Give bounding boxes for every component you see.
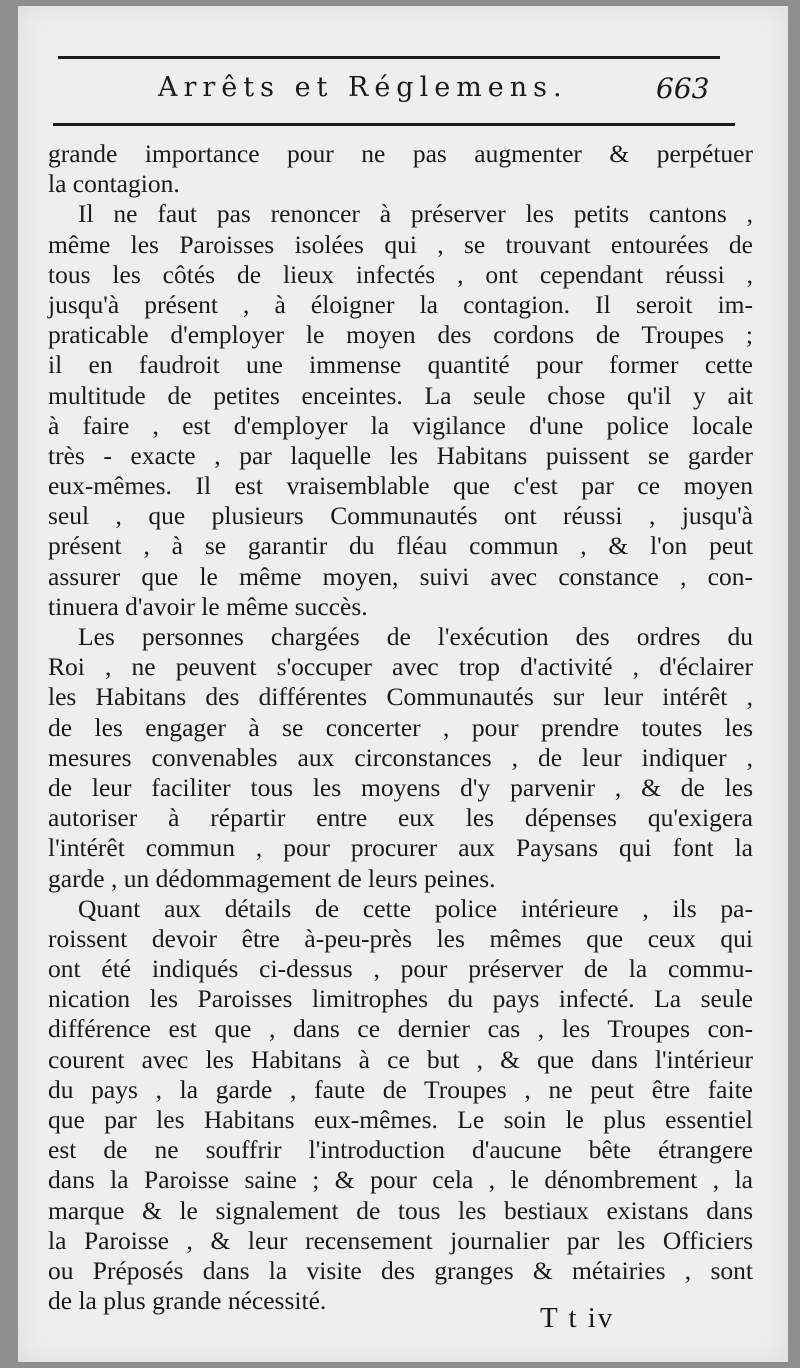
text-line: tous les côtés de lieux infectés , ont cependant réussi , [48, 259, 753, 289]
text-line: l'intérêt commun , pour procurer aux Paysans qui font la [48, 833, 753, 863]
text-line: à faire , est d'employer la vigilance d'une police locale [48, 410, 753, 440]
text-line: seul , que plusieurs Communautés ont réussi , jusqu'à [48, 501, 753, 531]
paragraph [48, 622, 753, 894]
paragraph [48, 894, 753, 1317]
page-number: 663 [656, 72, 710, 105]
text-line: grande importance pour ne pas augmenter & perpétuer [48, 139, 753, 168]
text-line: marque & le signalement de tous les bestiaux existans dans [48, 1195, 753, 1225]
text-line: tinuera d'avoir le même succès. [48, 591, 368, 621]
header-rule-top [58, 56, 720, 59]
text-line: même les Paroisses isolées qui , se trouvant entourées de [48, 229, 753, 259]
text-line: mesures convenables aux circonstances , de leur indiquer , [48, 742, 753, 772]
running-title: Arrêts et Réglemens. [158, 72, 568, 103]
text-line: est de ne souffrir l'introduction d'aucune bête étrangere [48, 1135, 753, 1165]
text-line: jusqu'à présent , à éloigner la contagion. Il seroit im- [48, 289, 753, 319]
text-line: Quant aux détails de cette police intérieure , ils pa- [78, 893, 753, 923]
text-line: ont été indiqués ci-dessus , pour préserver de la commu- [48, 954, 753, 984]
text-line: Les personnes chargées de l'exécution des ordres du [78, 622, 753, 651]
text-line: la Paroisse , & leur recensement journalier par les Officiers [48, 1225, 753, 1255]
text-line: multitude de petites enceintes. La seule chose qu'il y ait [48, 380, 753, 410]
text-line: assurer que le même moyen, suivi avec constance , con- [48, 561, 753, 591]
text-line: de la plus grande nécessité. [48, 1286, 327, 1316]
text-line: de leur faciliter tous les moyens d'y parvenir , & de les [48, 772, 753, 802]
text-line: dans la Paroisse saine ; & pour cela , le dénombrement , la [48, 1165, 753, 1195]
text-line: Roi , ne peuvent s'occuper avec trop d'activité , d'éclairer [48, 652, 753, 682]
text-line: présent , à se garantir du fléau commun , & l'on peut [48, 531, 753, 561]
text-line: très - exacte , par laquelle les Habitans puissent se garder [48, 440, 753, 470]
text-line: la contagion. [48, 169, 180, 199]
paragraph [48, 199, 753, 622]
text-line: du pays , la garde , faute de Troupes , ne peut être faite [48, 1074, 753, 1104]
text-line: courent avec les Habitans à ce but , & que dans l'intérieur [48, 1044, 753, 1074]
text-line: garde , un dédommagement de leurs peines. [48, 863, 496, 893]
text-line: il en faudroit une immense quantité pour former cette [48, 350, 753, 380]
text-line: roissent devoir être à-peu-près les mêmes que ceux qui [48, 923, 753, 953]
text-line: nication les Paroisses limitrophes du pays infecté. La seule [48, 984, 753, 1014]
text-line: eux-mêmes. Il est vraisemblable que c'est par ce moyen [48, 471, 753, 501]
signature-mark: T t iv [540, 1302, 615, 1334]
paragraph [48, 139, 753, 199]
text-line: de les engager à se concerter , pour prendre toutes les [48, 712, 753, 742]
header-rule-bottom [53, 123, 735, 126]
page-body [48, 139, 753, 1316]
text-line: les Habitans des différentes Communautés sur leur intérêt , [48, 682, 753, 712]
text-line: que par les Habitans eux-mêmes. Le soin le plus essentiel [48, 1105, 753, 1134]
text-line: ou Préposés dans la visite des granges & métairies , sont [48, 1255, 753, 1285]
text-line: Il ne faut pas renoncer à préserver les petits cantons , [78, 199, 753, 229]
text-line: différence est que , dans ce dernier cas , les Troupes con- [48, 1014, 753, 1044]
book-page [18, 6, 788, 1362]
text-line: autoriser à répartir entre eux les dépenses qu'exigera [48, 803, 753, 833]
text-line: praticable d'employer le moyen des cordons de Troupes ; [48, 320, 753, 350]
